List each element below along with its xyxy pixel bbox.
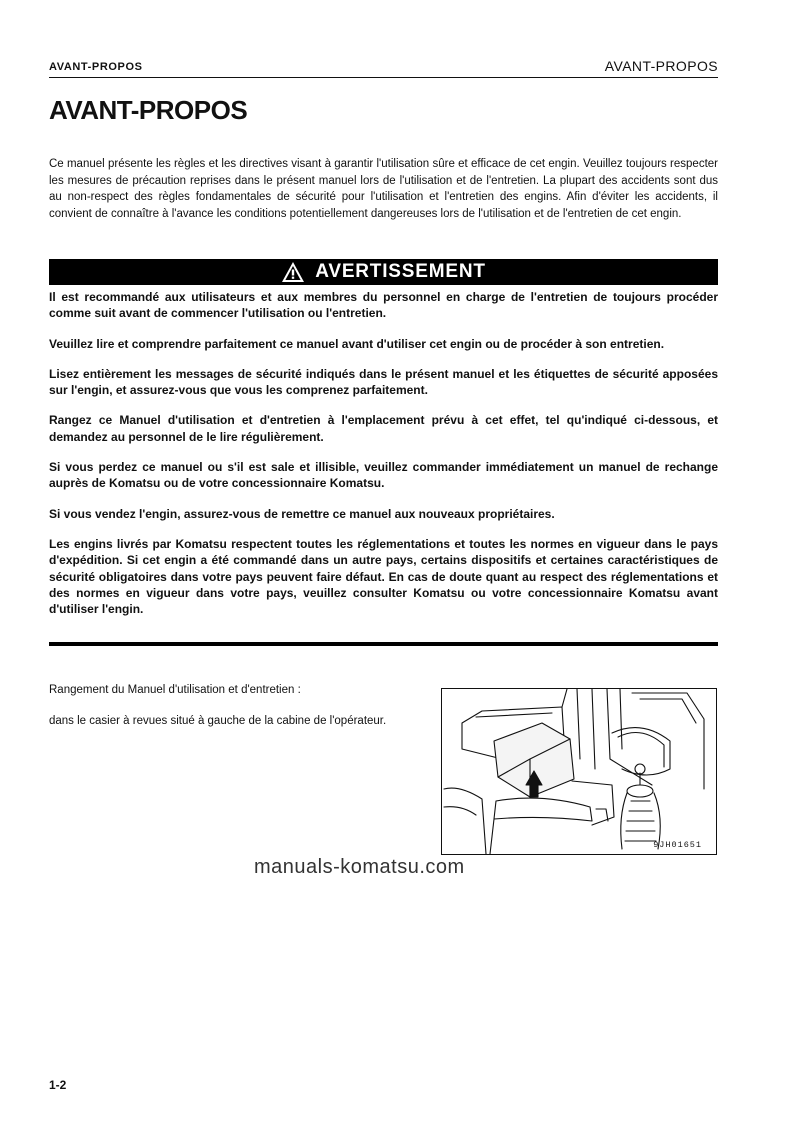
warning-end-rule xyxy=(49,642,718,646)
warning-paragraph: Si vous perdez ce manuel ou s'il est sale et illisible, veuillez commander immédiatement un manuel de rechange auprès de Komatsu ou de votre concessionnaire Komatsu. xyxy=(49,460,718,491)
header-rule xyxy=(49,77,718,78)
figure-code: 9JH01651 xyxy=(653,840,702,850)
cab-illustration xyxy=(441,688,717,855)
warning-paragraph: Lisez entièrement les messages de sécurité indiqués dans le présent manuel et les étiquettes de sécurité apposées sur l'engin, et assurez-vous que vous les comprenez parfaitement. xyxy=(49,366,718,398)
watermark: manuals-komatsu.com xyxy=(254,856,465,878)
storage-label: Rangement du Manuel d'utilisation et d'entretien : xyxy=(49,684,301,696)
storage-text: dans le casier à revues situé à gauche de la cabine de l'opérateur. xyxy=(49,715,387,727)
page-title: AVANT-PROPOS xyxy=(49,95,248,125)
warning-paragraph: Rangez ce Manuel d'utilisation et d'entretien à l'emplacement prévu à cet effet, tel qu'indiqué ci-dessous, et demandez au personnel de le lire régulièrement. xyxy=(49,413,718,444)
warning-paragraph: Veuillez lire et comprendre parfaitement ce manuel avant d'utiliser cet engin ou de procéder à son entretien. xyxy=(49,336,665,351)
page-header-right: AVANT-PROPOS xyxy=(604,58,718,74)
warning-triangle-icon xyxy=(281,261,305,283)
warning-paragraph: Les engins livrés par Komatsu respectent toutes les réglementations et toutes les normes en vigueur dans le pays d'expédition. Si cet engin a été commandé dans un autre pays, certains dispositifs et certaines caractéristiques de sécurité obligatoires dans votre pays peuvent faire défaut. En cas de doute quant au respect des réglementations et des normes en vigueur dans votre pays, veuillez consulter Komatsu ou votre concessionnaire Komatsu avant d'utiliser l'engin. xyxy=(49,536,718,617)
warning-paragraph: Il est recommandé aux utilisateurs et aux membres du personnel en charge de l'entretien de toujours procéder comme suit avant de commencer l'utilisation ou l'entretien. xyxy=(49,290,718,321)
page-number: 1-2 xyxy=(49,1078,67,1092)
page-header-left: AVANT-PROPOS xyxy=(49,61,143,73)
warning-title: AVERTISSEMENT xyxy=(315,261,486,282)
warning-banner xyxy=(49,259,718,285)
warning-paragraph: Si vous vendez l'engin, assurez-vous de remettre ce manuel aux nouveaux propriétaires. xyxy=(49,506,555,521)
warning-body xyxy=(49,289,718,631)
intro-paragraph: Ce manuel présente les règles et les directives visant à garantir l'utilisation sûre et efficace de cet engin. Veuillez toujours respecter les mesures de précaution reprises dans le présent manuel lors de l'utilisation et de l'entretien. La plupart des accidents sont dus au non-respect des règles fondamentales de sécurité pour l'utilisation et l'entretien des engins. Afin d'éviter les accidents, il convient de connaître à l'avance les conditions potentiellement dangereuses lors de l'utilisation et de l'entretien de cet engin. xyxy=(49,158,718,220)
cab-drawing xyxy=(442,689,716,854)
